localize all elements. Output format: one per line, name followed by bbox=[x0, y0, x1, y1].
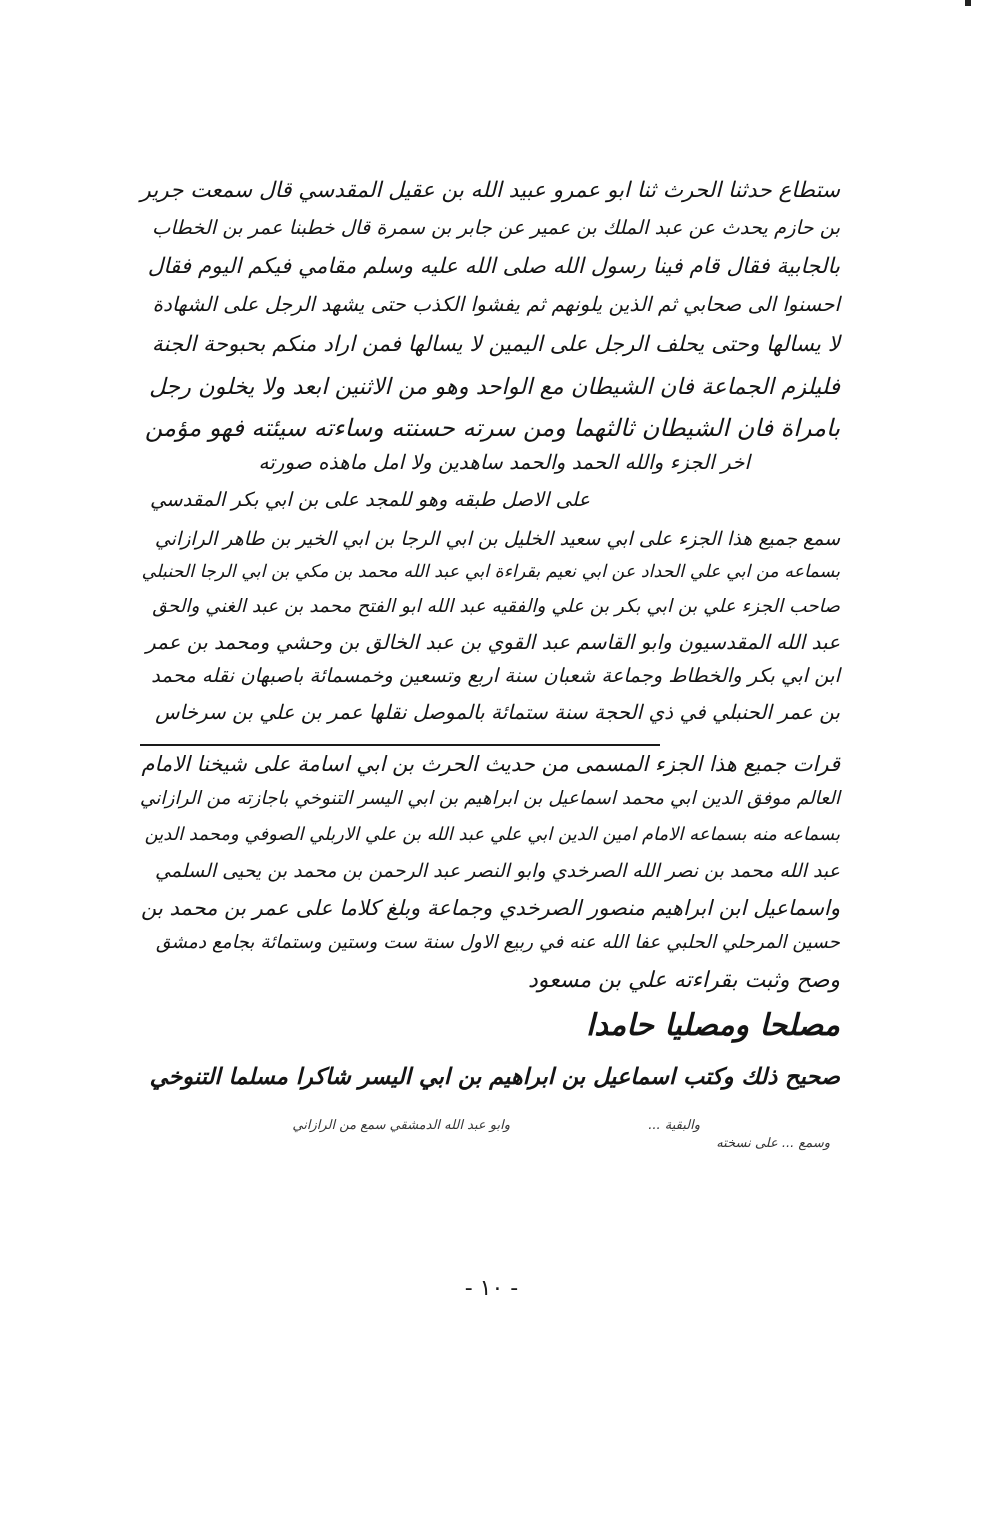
colophon-line: اخر الجزء والله الحمد والحمد ساهدين ولا امل ماهذه صورته bbox=[258, 450, 750, 474]
qiraa-line: واسماعيل ابن ابراهيم منصور الصرخدي وجماعة وبلغ كلاما على عمر بن محمد بن bbox=[140, 896, 840, 920]
signature: صحيح ذلك وكتب اسماعيل بن ابراهيم بن ابي اليسر شاكرا مسلما التنوخي bbox=[149, 1064, 840, 1090]
qiraa-line: بسماعه منه بسماعه الامام امين الدين ابي علي عبد الله بن علي الاربلي الصوفي ومحمد الدين bbox=[144, 824, 840, 845]
footnote: وسمع ... على نسخته bbox=[716, 1136, 830, 1151]
divider-line bbox=[140, 744, 660, 746]
manuscript-text-block bbox=[140, 178, 840, 1158]
page-number: - ١٠ - bbox=[464, 1276, 519, 1301]
qiraa-line: حسين المرحلي الحلبي عفا الله عنه في ربيع الاول سنة ست وستين وستمائة بجامع دمشق bbox=[155, 932, 840, 953]
samaa-heading: على الاصل طبقه وهو للمجد على بن ابي بكر المقدسي bbox=[150, 488, 590, 511]
footnote: وابو عبد الله الدمشقي سمع من الرازاني bbox=[292, 1118, 510, 1133]
qiraa-line: وصح وثبت بقراءته علي بن مسعود bbox=[527, 968, 840, 993]
samaa-line: سمع جميع هذا الجزء على ابي سعيد الخليل بن ابي الرجا بن ابي الخير بن طاهر الرازاني bbox=[154, 528, 840, 550]
qiraa-line: العالم موفق الدين ابي محمد اسماعيل بن ابراهيم بن ابي اليسر التنوخي باجازته من الرازاني bbox=[139, 788, 840, 809]
corner-mark bbox=[965, 0, 971, 6]
hadith-line: بن حازم يحدث عن عبد الملك بن عمير عن جابر بن سمرة قال خطبنا عمر بن الخطاب bbox=[151, 216, 840, 239]
hadith-line: لا يسالها وحتى يحلف الرجل على اليمين لا يسالها فمن اراد منكم بحبوحة الجنة bbox=[151, 332, 840, 357]
hadith-line: بالجابية فقال قام فينا رسول الله صلى الله عليه وسلم مقامي فيكم اليوم فقال bbox=[147, 254, 840, 279]
signature-line: مصلحا ومصليا حامدا bbox=[586, 1008, 840, 1043]
samaa-line: بسماعه من ابي علي الحداد عن ابي نعيم بقراءة ابي عبد الله محمد بن مكي بن ابي الرجا الحنبلي bbox=[141, 562, 840, 582]
hadith-line: ستطاع حدثنا الحرث ثنا ابو عمرو عبيد الله بن عقيل المقدسي قال سمعت جرير bbox=[140, 178, 840, 203]
hadith-line: بامراة فان الشيطان ثالثهما ومن سرته حسنته وساءته سيئته فهو مؤمن bbox=[144, 414, 840, 442]
qiraa-line: قرات جميع هذا الجزء المسمى من حديث الحرث بن ابي اسامة على شيخنا الامام bbox=[141, 752, 840, 776]
hadith-line: فليلزم الجماعة فان الشيطان مع الواحد وهو من الاثنين ابعد ولا يخلون رجل bbox=[149, 374, 840, 400]
samaa-line: بن عمر الحنبلي في ذي الحجة سنة ستمائة بالموصل نقلها عمر بن علي بن سرخاس bbox=[155, 700, 840, 724]
samaa-line: عبد الله المقدسيون وابو القاسم عبد القوي بن عبد الخالق بن وحشي ومحمد بن عمر bbox=[145, 630, 840, 654]
hadith-line: احسنوا الى صحابي ثم الذين يلونهم ثم يفشوا الكذب حتى يشهد الرجل على الشهادة bbox=[152, 292, 840, 316]
samaa-line: صاحب الجزء علي بن ابي بكر بن علي والفقيه عبد الله ابو الفتح محمد بن عبد الغني والحق bbox=[152, 596, 840, 617]
footnote: والبقية ... bbox=[648, 1118, 700, 1133]
samaa-line: ابن ابي بكر والخطاط وجماعة شعبان سنة اربع وتسعين وخمسمائة باصبهان نقله محمد bbox=[151, 664, 840, 687]
qiraa-line: عبد الله محمد بن نصر الله الصرخدي وابو النصر عبد الرحمن بن محمد بن يحيى السلمي bbox=[154, 860, 840, 882]
